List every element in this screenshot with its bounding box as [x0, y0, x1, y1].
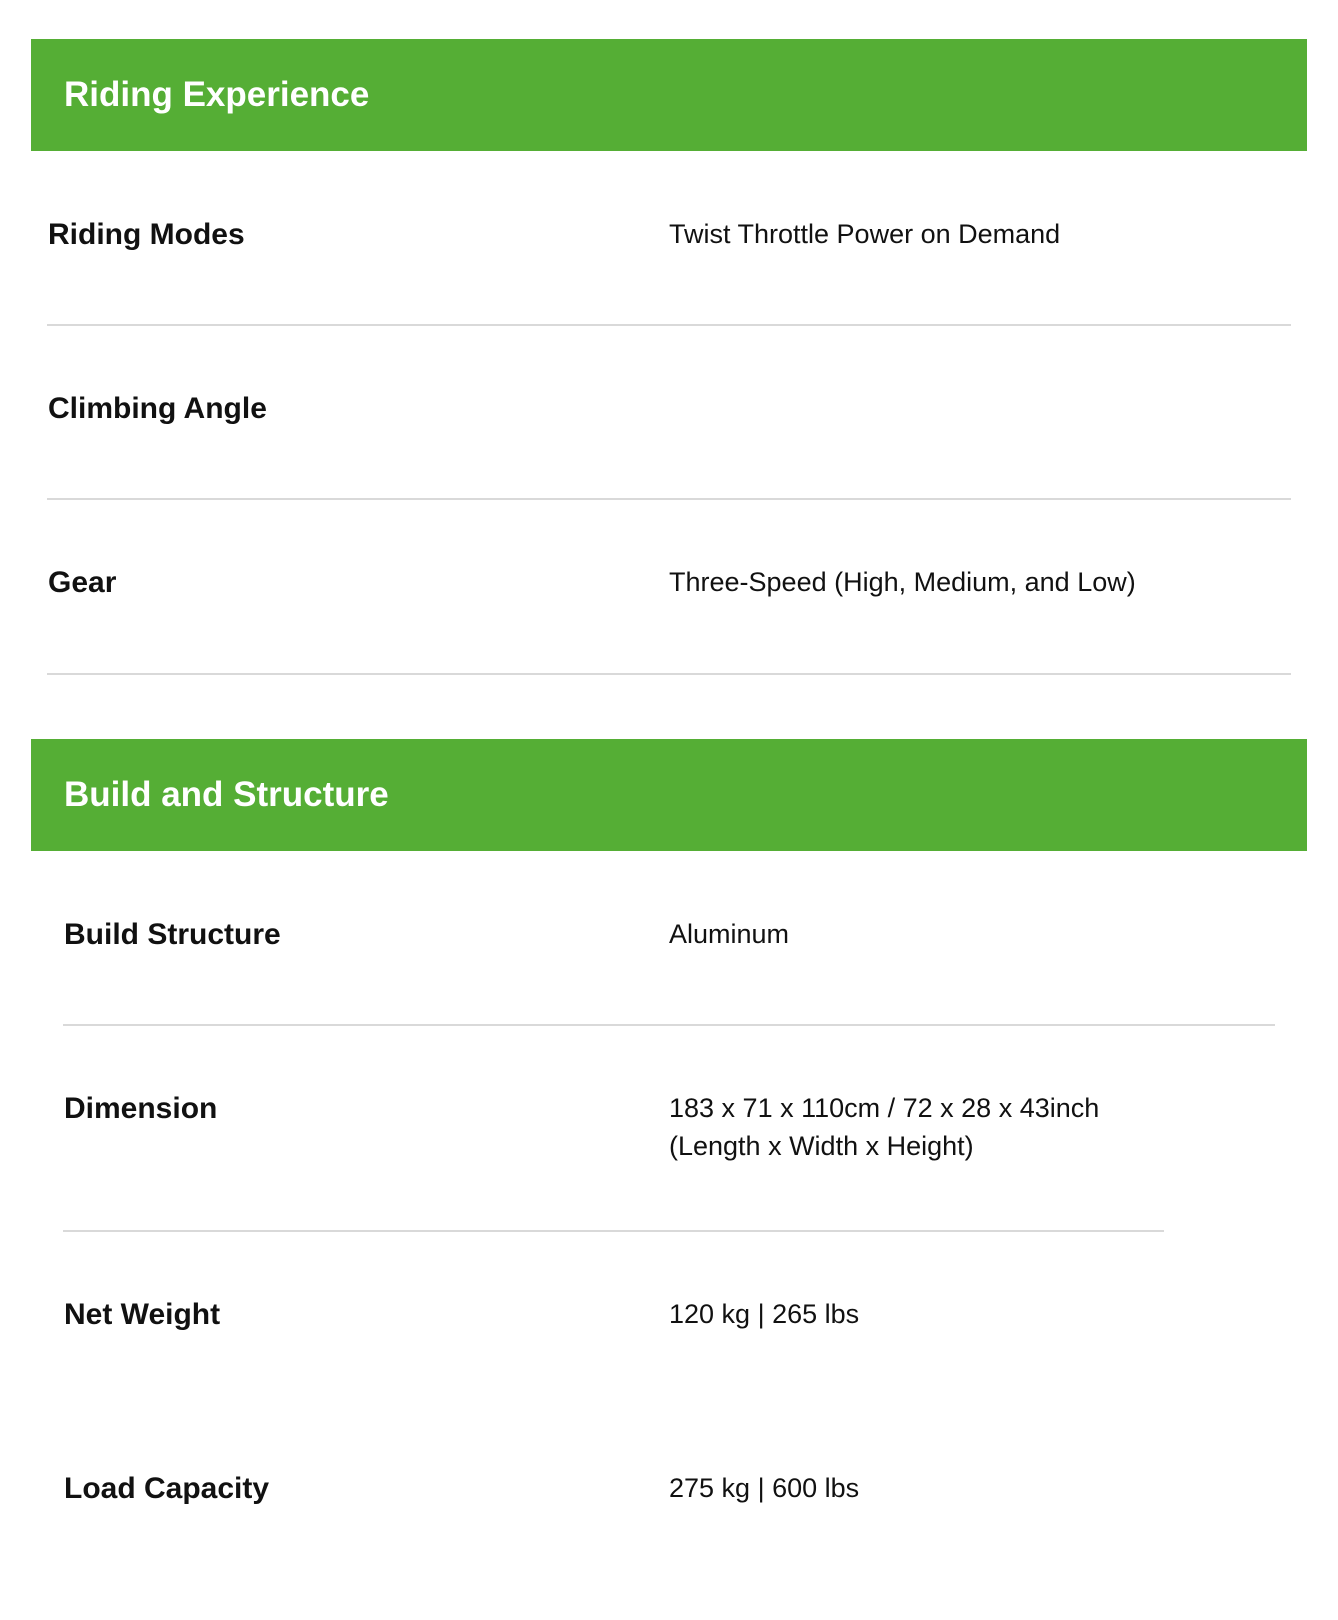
section-header-riding-experience [31, 39, 1307, 151]
section-title: Build and Structure [64, 775, 389, 814]
spec-label-load-capacity: Load Capacity [64, 1472, 270, 1505]
section-header-build-and-structure [31, 739, 1307, 851]
row-divider [47, 324, 1291, 326]
spec-value-gear: Three-Speed (High, Medium, and Low) [669, 567, 1136, 597]
spec-value-dimension-line-2: (Length x Width x Height) [669, 1131, 974, 1161]
spec-label-net-weight: Net Weight [64, 1298, 221, 1331]
spec-value-build-structure: Aluminum [669, 919, 790, 949]
section-title: Riding Experience [64, 75, 370, 114]
spec-value-net-weight: 120 kg | 265 lbs [669, 1299, 860, 1329]
row-divider [63, 1230, 1164, 1232]
spec-label-riding-modes: Riding Modes [48, 218, 245, 251]
row-divider [47, 498, 1291, 500]
spec-value-riding-modes: Twist Throttle Power on Demand [669, 219, 1061, 249]
spec-label-dimension: Dimension [64, 1092, 218, 1125]
spec-value-dimension-line-1: 183 x 71 x 110cm / 72 x 28 x 43inch [669, 1093, 1100, 1123]
row-divider [63, 1024, 1275, 1026]
spec-label-build-structure: Build Structure [64, 918, 281, 951]
spec-value-load-capacity: 275 kg | 600 lbs [669, 1473, 860, 1503]
row-divider [47, 673, 1291, 675]
spec-label-climbing-angle: Climbing Angle [48, 392, 267, 425]
spec-label-gear: Gear [48, 566, 117, 599]
